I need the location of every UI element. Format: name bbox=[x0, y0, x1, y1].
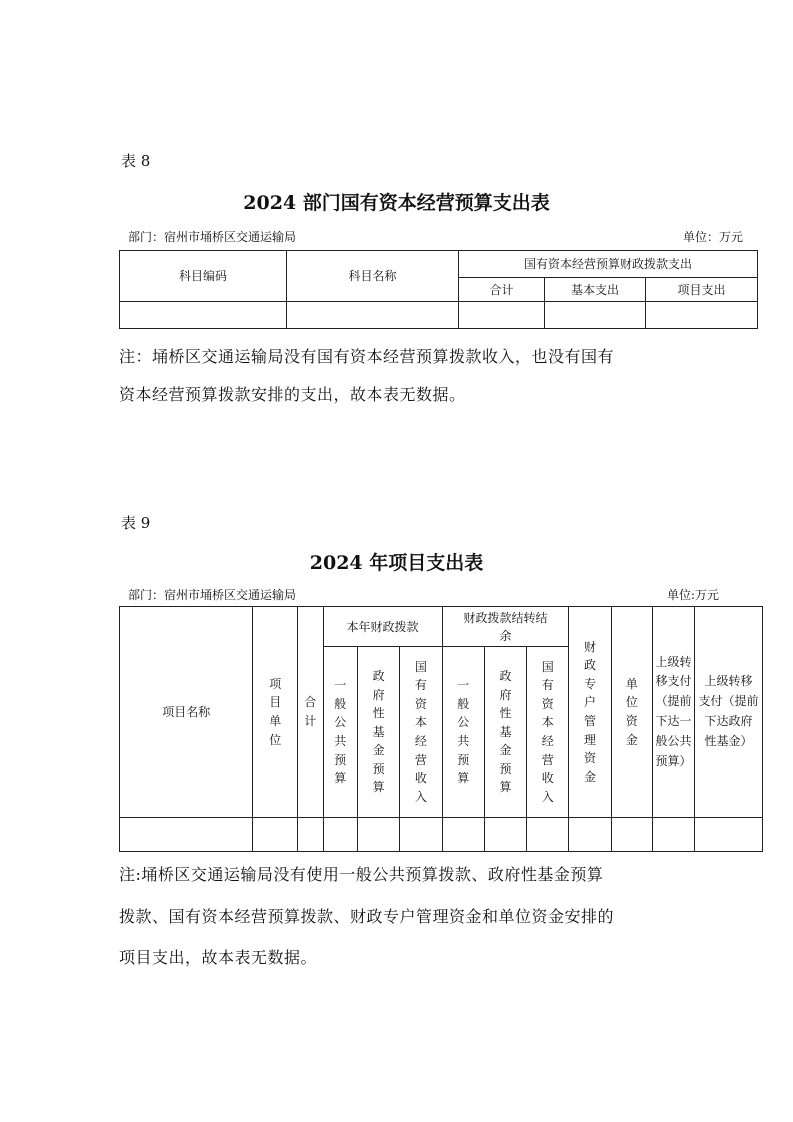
table-row bbox=[120, 818, 763, 852]
table-cell bbox=[253, 818, 297, 852]
header-upper-transfer-gov-fund: 上级转移 支付（提前 下达政府 性基金） bbox=[695, 607, 763, 818]
header-state-capital-income: 国 有 资 本 经 营 收 入 bbox=[400, 647, 442, 818]
header-carryover-balance: 财政拨款结转结 余 bbox=[442, 607, 569, 647]
header-state-capital-income-carryover: 国 有 资 本 经 营 收 入 bbox=[527, 647, 569, 818]
header-basic-expenditure: 基本支出 bbox=[545, 278, 646, 302]
table-cell bbox=[527, 818, 569, 852]
table9-department: 部门：宿州市埇桥区交通运输局 bbox=[128, 588, 297, 602]
header-total: 合计 bbox=[459, 278, 545, 302]
table-cell bbox=[611, 818, 652, 852]
header-subject-name: 科目名称 bbox=[287, 251, 459, 302]
table-row bbox=[120, 302, 758, 329]
table8-title: 2024 部门国有资本经营预算支出表 bbox=[243, 192, 550, 214]
table9 bbox=[119, 606, 763, 852]
table-cell bbox=[695, 818, 763, 852]
header-subject-code: 科目编码 bbox=[120, 251, 287, 302]
table-cell bbox=[297, 818, 323, 852]
table-cell bbox=[442, 818, 484, 852]
header-project-unit: 项 目 单 位 bbox=[253, 607, 297, 818]
table-cell bbox=[400, 818, 442, 852]
table9-title: 2024 年项目支出表 bbox=[309, 552, 484, 574]
header-total: 合 计 bbox=[297, 607, 323, 818]
table8-note-line2: 资本经营预算拨款安排的支出，故本表无数据。 bbox=[119, 385, 466, 404]
header-general-public-budget-carryover: 一 般 公 共 预 算 bbox=[442, 647, 484, 818]
header-general-public-budget: 一 般 公 共 预 算 bbox=[323, 647, 357, 818]
header-state-capital-expenditure: 国有资本经营预算财政拨款支出 bbox=[459, 251, 758, 278]
table-cell bbox=[545, 302, 646, 329]
table-cell bbox=[323, 818, 357, 852]
table8-department: 部门：宿州市埇桥区交通运输局 bbox=[128, 230, 297, 244]
table9-label: 表 9 bbox=[121, 514, 151, 532]
table-cell bbox=[358, 818, 400, 852]
table-cell bbox=[484, 818, 526, 852]
table8 bbox=[119, 250, 758, 329]
table8-note-line1: 注：埇桥区交通运输局没有国有资本经营预算拨款收入，也没有国有 bbox=[119, 347, 615, 366]
table-cell bbox=[646, 302, 758, 329]
table9-note-line1: 注:埇桥区交通运输局没有使用一般公共预算拨款、政府性基金预算 bbox=[119, 865, 604, 884]
table-cell bbox=[120, 302, 287, 329]
header-gov-fund-budget: 政 府 性 基 金 预 算 bbox=[358, 647, 400, 818]
table-cell bbox=[569, 818, 611, 852]
table-cell bbox=[459, 302, 545, 329]
table9-note-line3: 项目支出，故本表无数据。 bbox=[119, 948, 318, 967]
header-project-name: 项目名称 bbox=[120, 607, 253, 818]
table8-label: 表 8 bbox=[121, 152, 151, 170]
table9-unit: 单位:万元 bbox=[667, 588, 720, 602]
table-cell bbox=[287, 302, 459, 329]
header-special-account-fund: 财 政 专 户 管 理 资 金 bbox=[569, 607, 611, 818]
table-cell bbox=[652, 818, 694, 852]
header-gov-fund-budget-carryover: 政 府 性 基 金 预 算 bbox=[484, 647, 526, 818]
header-unit-fund: 单 位 资 金 bbox=[611, 607, 652, 818]
header-upper-transfer-general: 上级转 移支付 （提前 下达一 般公共 预算） bbox=[652, 607, 694, 818]
header-project-expenditure: 项目支出 bbox=[646, 278, 758, 302]
table9-note-line2: 拨款、国有资本经营预算拨款、财政专户管理资金和单位资金安排的 bbox=[119, 907, 615, 926]
header-current-year-appropriation: 本年财政拨款 bbox=[323, 607, 442, 647]
table-cell bbox=[120, 818, 253, 852]
table8-unit: 单位：万元 bbox=[683, 230, 744, 244]
